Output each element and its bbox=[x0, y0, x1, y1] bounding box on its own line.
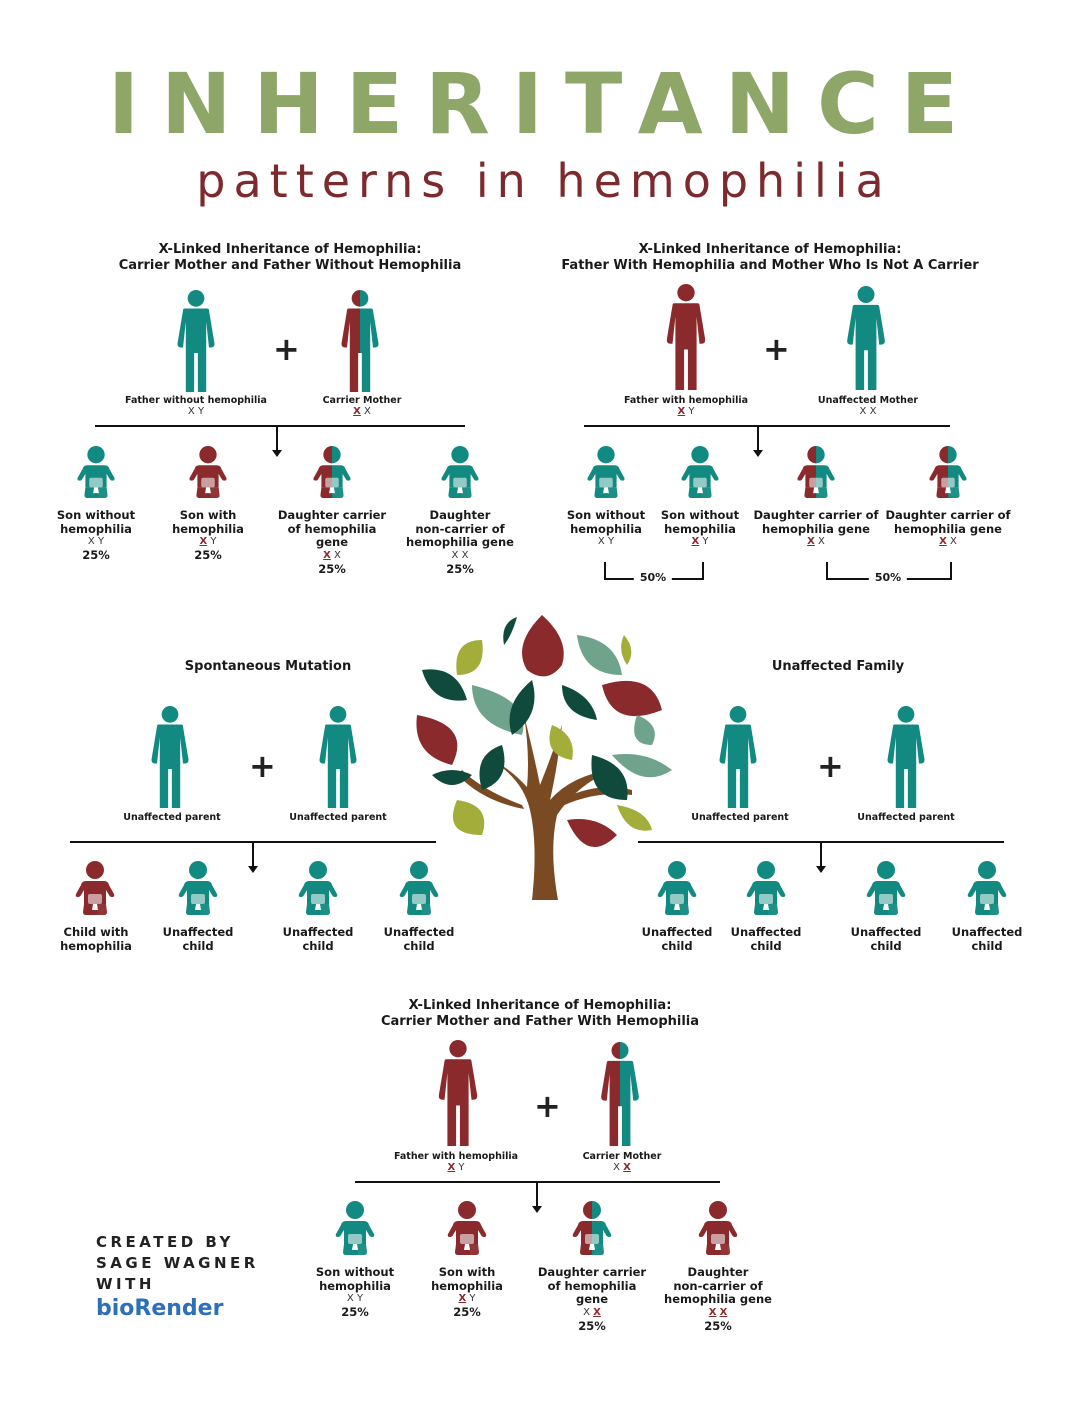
baby-icon bbox=[746, 860, 786, 916]
section3-child2-label: Unaffected child bbox=[162, 925, 234, 953]
section3-child3-label: Unaffected child bbox=[282, 925, 354, 953]
section1-arrow-head bbox=[272, 450, 282, 457]
plus-sign: + bbox=[534, 1087, 561, 1125]
section2-arrow-stem bbox=[757, 426, 759, 450]
section3-parent1-label: Unaffected parent bbox=[123, 812, 221, 823]
section5-title-line2: Carrier Mother and Father With Hemophilia bbox=[380, 1014, 700, 1029]
parent-unaffected-icon bbox=[150, 706, 190, 808]
section2-child3-genotype: X X bbox=[807, 536, 825, 547]
section4-child4-label: Unaffected child bbox=[951, 925, 1023, 953]
section1-child3-percent: 25% bbox=[318, 562, 346, 576]
section1-mother-genotype: X X bbox=[353, 406, 371, 417]
section5-child1-genotype: X Y bbox=[346, 1293, 364, 1304]
section1-child3-genotype: X X bbox=[323, 550, 341, 561]
tree-trunk bbox=[482, 715, 612, 900]
section2-title-line1: X-Linked Inheritance of Hemophilia: bbox=[638, 242, 902, 257]
section3-parent2-label: Unaffected parent bbox=[289, 812, 387, 823]
section1-child4-label: Daughter non-carrier of hemophilia gene bbox=[406, 508, 514, 549]
section5-child2-label: Son with hemophilia bbox=[431, 1265, 503, 1293]
parent-unaffected-icon bbox=[886, 706, 926, 808]
baby-icon bbox=[75, 860, 115, 916]
section2-child1-genotype: X Y bbox=[597, 536, 615, 547]
plus-sign: + bbox=[763, 330, 790, 368]
section3-arrow-stem bbox=[252, 842, 254, 866]
section3-arrow-head bbox=[248, 866, 258, 873]
section5-child2-percent: 25% bbox=[453, 1305, 481, 1319]
page-subtitle: patterns in hemophilia bbox=[196, 154, 892, 208]
section4-parent1-label: Unaffected parent bbox=[691, 812, 789, 823]
section5-mother-genotype: X X bbox=[613, 1162, 631, 1173]
section2-title-line2: Father With Hemophilia and Mother Who Is Not A Carrier bbox=[561, 258, 979, 273]
section4-title: Unaffected Family bbox=[771, 659, 905, 674]
biorender-logo: bioRender bbox=[96, 1296, 224, 1321]
page-title: INHERITANCE bbox=[107, 55, 981, 153]
baby-icon bbox=[657, 860, 697, 916]
section5-arrow-stem bbox=[536, 1182, 538, 1206]
carrier-mother-icon bbox=[340, 290, 380, 392]
section2-mother-label: Unaffected Mother bbox=[817, 395, 919, 406]
section2-father-label: Father with hemophilia bbox=[623, 395, 749, 406]
section5-father-label: Father with hemophilia bbox=[393, 1151, 519, 1162]
section5-child4-label: Daughter non-carrier of hemophilia gene bbox=[664, 1265, 772, 1306]
section1-title-line2: Carrier Mother and Father Without Hemophilia bbox=[118, 258, 462, 273]
section1-divider bbox=[95, 425, 465, 427]
section1-title bbox=[80, 242, 500, 274]
baby-carrier-icon bbox=[572, 1200, 612, 1256]
section1-father-label: Father without hemophilia bbox=[125, 395, 267, 406]
section5-arrow-head bbox=[532, 1206, 542, 1213]
section5-child1-label: Son without hemophilia bbox=[315, 1265, 395, 1293]
section2-bracket-right-label: 50% bbox=[869, 571, 907, 584]
baby-icon bbox=[399, 860, 439, 916]
section4-arrow-stem bbox=[820, 842, 822, 866]
section1-child1-percent: 25% bbox=[82, 548, 110, 562]
section2-child4-label: Daughter carrier of hemophilia gene bbox=[885, 508, 1011, 536]
section1-child2-label: Son with hemophilia bbox=[172, 508, 244, 536]
baby-carrier-icon bbox=[928, 445, 968, 499]
baby-icon bbox=[698, 1200, 738, 1256]
section2-title bbox=[560, 242, 980, 274]
section2-child2-label: Son without hemophilia bbox=[660, 508, 740, 536]
section5-child3-percent: 25% bbox=[578, 1319, 606, 1333]
section1-child2-percent: 25% bbox=[194, 548, 222, 562]
section5-father-genotype: X Y bbox=[447, 1162, 465, 1173]
baby-icon bbox=[76, 445, 116, 499]
section4-child3-label: Unaffected child bbox=[850, 925, 922, 953]
section3-child4-label: Unaffected child bbox=[383, 925, 455, 953]
plus-sign: + bbox=[817, 747, 844, 785]
section2-father-genotype: X Y bbox=[677, 406, 695, 417]
baby-icon bbox=[298, 860, 338, 916]
section5-child1-percent: 25% bbox=[341, 1305, 369, 1319]
section2-child2-genotype: X Y bbox=[691, 536, 709, 547]
baby-icon bbox=[188, 445, 228, 499]
section3-title: Spontaneous Mutation bbox=[184, 659, 352, 674]
section1-title-line1: X-Linked Inheritance of Hemophilia: bbox=[158, 242, 422, 257]
family-tree-illustration bbox=[412, 605, 682, 905]
section1-father-genotype: X Y bbox=[187, 406, 205, 417]
section1-child1-label: Son without hemophilia bbox=[56, 508, 136, 536]
section4-arrow-head bbox=[816, 866, 826, 873]
section2-child3-label: Daughter carrier of hemophilia gene bbox=[753, 508, 879, 536]
section2-child4-genotype: X X bbox=[939, 536, 957, 547]
section1-arrow-stem bbox=[276, 426, 278, 450]
section5-title bbox=[330, 998, 750, 1030]
section1-child4-genotype: X X bbox=[451, 550, 469, 561]
section2-mother-genotype: X X bbox=[859, 406, 877, 417]
parent-unaffected-icon bbox=[318, 706, 358, 808]
section4-child2-label: Unaffected child bbox=[730, 925, 802, 953]
baby-icon bbox=[586, 445, 626, 499]
baby-icon bbox=[866, 860, 906, 916]
baby-carrier-icon bbox=[796, 445, 836, 499]
father-affected-icon bbox=[438, 1040, 478, 1146]
section1-child4-percent: 25% bbox=[446, 562, 474, 576]
section5-child4-percent: 25% bbox=[704, 1319, 732, 1333]
section5-child4-genotype: X X bbox=[708, 1307, 728, 1318]
baby-icon bbox=[440, 445, 480, 499]
credit-line1: CREATED BY bbox=[96, 1233, 234, 1251]
section1-child3-label: Daughter carrier of hemophilia gene bbox=[277, 508, 387, 549]
parent-unaffected-icon bbox=[718, 706, 758, 808]
section5-child2-genotype: X Y bbox=[458, 1293, 476, 1304]
credit-block bbox=[96, 1232, 259, 1295]
father-affected-icon bbox=[666, 284, 706, 390]
baby-icon bbox=[680, 445, 720, 499]
section2-bracket-left-label: 50% bbox=[634, 571, 672, 584]
section1-child2-genotype: X Y bbox=[199, 536, 217, 547]
credit-line2: SAGE WAGNER bbox=[96, 1254, 259, 1272]
baby-carrier-icon bbox=[312, 445, 352, 499]
baby-icon bbox=[447, 1200, 487, 1256]
section5-mother-label: Carrier Mother bbox=[582, 1151, 662, 1162]
father-unaffected-icon bbox=[176, 290, 216, 392]
section4-child1-label: Unaffected child bbox=[641, 925, 713, 953]
section1-child1-genotype: X Y bbox=[87, 536, 105, 547]
section5-title-line1: X-Linked Inheritance of Hemophilia: bbox=[408, 998, 672, 1013]
mother-unaffected-icon bbox=[846, 286, 886, 390]
baby-icon bbox=[178, 860, 218, 916]
section2-divider bbox=[584, 425, 950, 427]
plus-sign: + bbox=[249, 747, 276, 785]
section5-child3-label: Daughter carrier of hemophilia gene bbox=[537, 1265, 647, 1306]
carrier-mother-icon bbox=[600, 1042, 640, 1146]
credit-line3: WITH bbox=[96, 1275, 155, 1293]
section1-mother-label: Carrier Mother bbox=[322, 395, 402, 406]
baby-icon bbox=[967, 860, 1007, 916]
section3-child1-label: Child with hemophilia bbox=[60, 925, 132, 953]
section5-child3-genotype: X X bbox=[583, 1307, 601, 1318]
baby-icon bbox=[335, 1200, 375, 1256]
section2-arrow-head bbox=[753, 450, 763, 457]
plus-sign: + bbox=[273, 330, 300, 368]
section2-child1-label: Son without hemophilia bbox=[566, 508, 646, 536]
section4-parent2-label: Unaffected parent bbox=[857, 812, 955, 823]
